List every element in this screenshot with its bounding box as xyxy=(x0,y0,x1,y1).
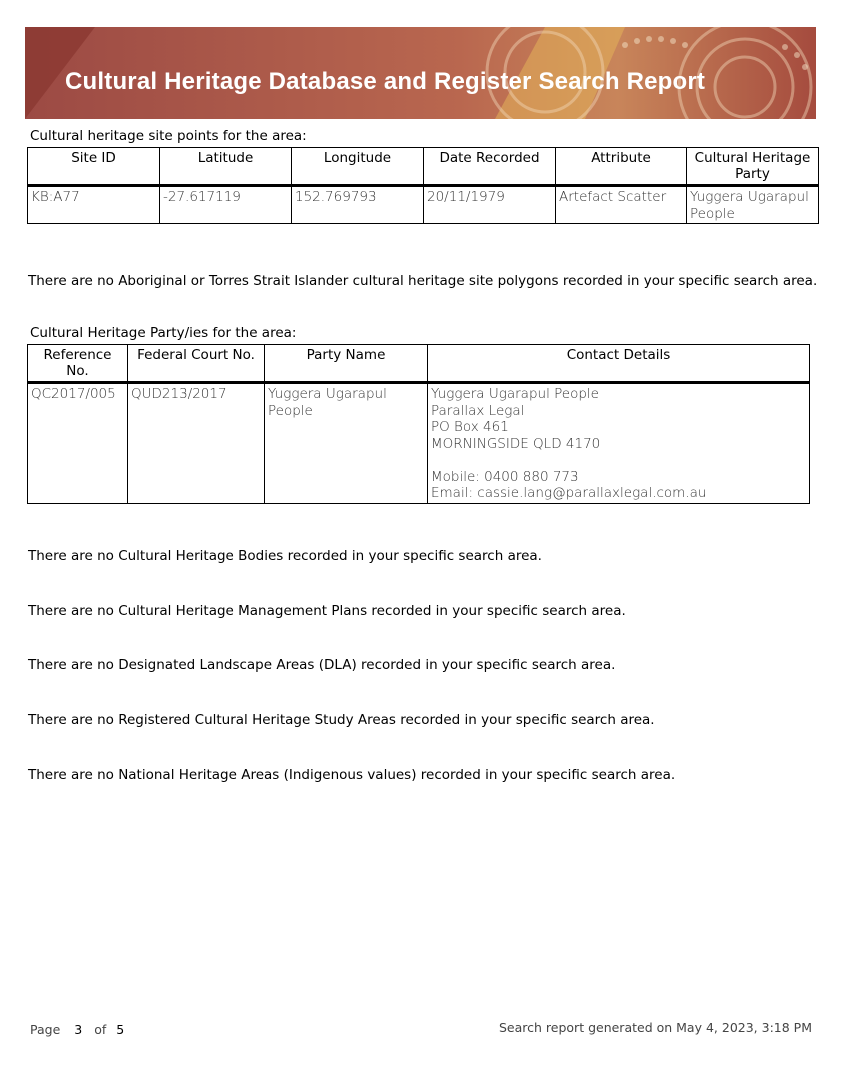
study-areas-notice: There are no Registered Cultural Heritage Study Areas recorded in your specific search area. xyxy=(28,712,655,728)
parties-caption: Cultural Heritage Party/ies for the area: xyxy=(30,325,297,341)
banner-title: Cultural Heritage Database and Register Search Report xyxy=(65,68,706,95)
federal-court-cell: QUD213/2017 xyxy=(128,383,265,504)
col-date-recorded: Date Recorded xyxy=(424,148,556,186)
table-row xyxy=(28,383,810,504)
bodies-notice: There are no Cultural Heritage Bodies recorded in your specific search area. xyxy=(28,548,542,564)
longitude-cell: 152.769793 xyxy=(292,186,424,224)
polygons-notice: There are no Aboriginal or Torres Strait Islander cultural heritage site polygons recorded in your specific search area. xyxy=(28,273,818,289)
page-total: 5 xyxy=(116,1022,125,1037)
contact-po-box: PO Box 461 xyxy=(431,419,509,435)
report-banner xyxy=(25,27,816,119)
page-number: 3 xyxy=(74,1022,83,1037)
contact-org: Parallax Legal xyxy=(431,402,525,419)
site-id-cell: KB:A77 xyxy=(28,186,160,224)
attribute-cell: Artefact Scatter xyxy=(556,186,687,224)
reference-cell: QC2017/005 xyxy=(28,383,128,504)
col-party-name: Party Name xyxy=(265,345,428,383)
generated-timestamp: Search report generated on May 4, 2023, 3:18 PM xyxy=(499,1020,812,1035)
page-indicator xyxy=(30,1022,124,1037)
col-longitude: Longitude xyxy=(292,148,424,186)
latitude-cell: -27.617119 xyxy=(160,186,292,224)
col-cultural-heritage-party: Cultural Heritage Party xyxy=(687,148,819,186)
contact-email: Email: cassie.lang@parallaxlegal.com.au xyxy=(431,485,707,501)
date-recorded-cell: 20/11/1979 xyxy=(424,186,556,224)
site-points-caption: Cultural heritage site points for the area: xyxy=(30,128,307,144)
site-points-table xyxy=(27,147,819,224)
parties-table xyxy=(27,344,810,504)
col-contact-details: Contact Details xyxy=(428,345,810,383)
col-reference-no: Reference No. xyxy=(28,345,128,383)
party-name-cell: Yuggera Ugarapul People xyxy=(265,383,428,504)
table-row xyxy=(28,186,819,224)
landscape-areas-notice: There are no Designated Landscape Areas (DLA) recorded in your specific search area. xyxy=(28,657,616,673)
col-federal-court-no: Federal Court No. xyxy=(128,345,265,383)
of-label: of xyxy=(94,1022,107,1037)
party-cell: Yuggera Ugarapul People xyxy=(687,186,819,224)
national-heritage-notice: There are no National Heritage Areas (Indigenous values) recorded in your specific search area. xyxy=(28,767,676,783)
contact-mobile: Mobile: 0400 880 773 xyxy=(431,468,579,485)
page-label: Page xyxy=(30,1022,61,1037)
col-site-id: Site ID xyxy=(28,148,160,186)
contact-details-cell xyxy=(428,383,810,504)
management-plans-notice: There are no Cultural Heritage Management Plans recorded in your specific search area. xyxy=(28,603,626,619)
contact-name: Yuggera Ugarapul People xyxy=(431,386,599,402)
contact-locality: MORNINGSIDE QLD 4170 xyxy=(431,435,601,452)
col-latitude: Latitude xyxy=(160,148,292,186)
contact-spacer xyxy=(431,452,807,469)
col-attribute: Attribute xyxy=(556,148,687,186)
